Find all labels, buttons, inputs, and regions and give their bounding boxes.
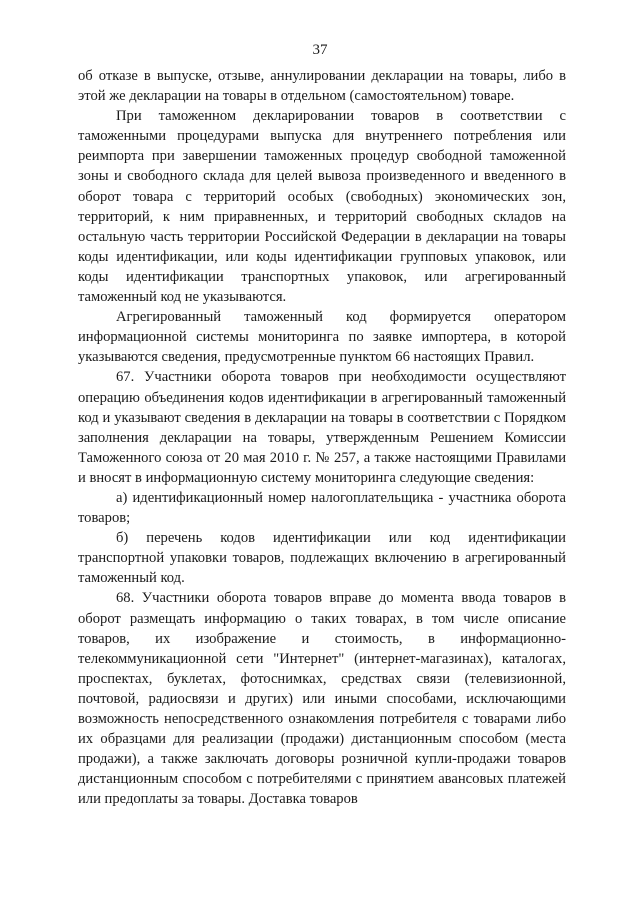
paragraph-clause-68: 68. Участники оборота товаров вправе до момента ввода товаров в оборот размещать информацию о таких товарах, в том числе описание товаров, их изображение и стоимость, в информационно-телекоммуникационной сети "Интернет" (интернет-магазинах), каталогах, проспектах, буклетах, фотоснимках, средствах связи (телевизионной, почтовой, радиосвязи и других) или иными способами, исключающими возможность непосредственного ознакомления потребителя с товарами либо их образцами для реализации (продажи) дистанционным способом (места продажи), а также заключать договоры розничной купли-продажи товаров дистанционным способом с потребителями с принятием авансовых платежей или предоплаты за товары. Доставка товаров: [78, 590, 566, 808]
paragraph-clause-67: 67. Участники оборота товаров при необходимости осуществляют операцию объединения кодов идентификации в агрегированный таможенный код и указывают сведения в декларации на товары в соответствии с Порядком заполнения декларации на товары, утвержденным Решением Комиссии Таможенного союза от 20 мая 2010 г. № 257, а также настоящими Правилами и вносят в информационную систему мониторинга следующие сведения:: [78, 369, 566, 486]
paragraph-aggregated-code: Агрегированный таможенный код формируется оператором информационной системы мониторинга по заявке импортера, в которой указываются сведения, предусмотренные пунктом 66 настоящих Правил.: [78, 309, 566, 366]
paragraph-customs-declaration: При таможенном декларировании товаров в соответствии с таможенными процедурами выпуска для внутреннего потребления или реимпорта при завершении таможенных процедур свободной таможенной зоны и свободного склада для целей вывоза произведенного и введенного в оборот товара с территорий особых (свободных) экономических зон, территорий, к ним приравненных, и территорий свободных складов на остальную часть территории Российской Федерации в декларации на товары коды идентификации, или коды идентификации групповых упаковок, или коды идентификации транспортных упаковок, или агрегированный таможенный код не указываются.: [78, 108, 566, 306]
paragraph-item-b: б) перечень кодов идентификации или код идентификации транспортной упаковки товаров, подлежащих включению в агрегированный таможенный код.: [78, 530, 566, 587]
paragraph-continuation: об отказе в выпуске, отзыве, аннулировании декларации на товары, либо в этой же декларации на товары в отдельном (самостоятельном) товаре.: [78, 68, 566, 105]
paragraph-item-a: а) идентификационный номер налогоплательщика - участника оборота товаров;: [78, 489, 566, 527]
document-body: [78, 66, 566, 809]
page-number: 37: [312, 42, 328, 58]
